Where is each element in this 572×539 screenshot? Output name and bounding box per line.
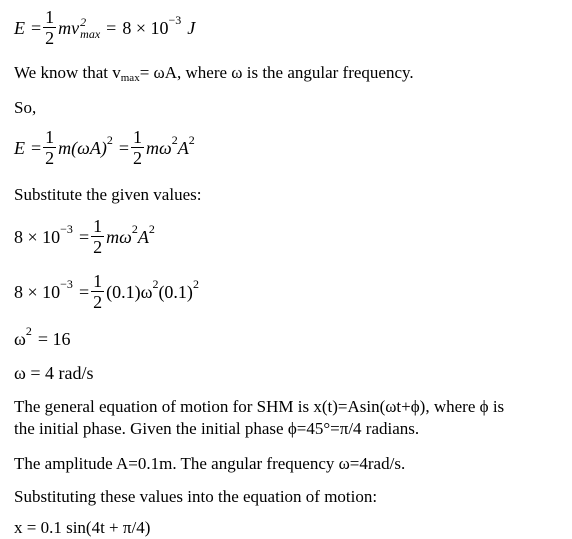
general-equation-text-2: the initial phase. Given the initial phase ϕ=45°=π/4 radians.	[14, 419, 420, 438]
vmax-post: = ωA, where ω is the angular frequency.	[139, 63, 414, 82]
vmax-pre: We know that v	[14, 63, 121, 82]
eq2-denominator-2: 2	[133, 148, 143, 168]
eq4-exp: −3	[60, 276, 73, 291]
eq5-lhs: ω	[14, 329, 26, 349]
eq5-sup: 2	[25, 324, 32, 338]
eq3-exp: −3	[60, 221, 73, 236]
eq2-numerator-1: 1	[45, 127, 55, 147]
eq5-rhs: = 16	[37, 329, 71, 349]
substitute-text: Substitute the given values:	[14, 185, 202, 204]
eq1-numerator: 1	[45, 7, 55, 27]
eq2-fraction-2	[131, 128, 144, 167]
eq2-equals-2: =	[118, 137, 130, 158]
eq1-unit: J	[187, 17, 196, 38]
eq4-term-1: (0.1)ω	[106, 281, 153, 302]
eq2-term-2: mω	[146, 137, 172, 158]
eq3-lhs: 8 × 10	[14, 226, 61, 247]
eq2-term-3: A	[177, 137, 189, 158]
eq3-numerator: 1	[93, 216, 103, 236]
eq4-fraction	[91, 272, 104, 311]
eq1-fraction	[43, 8, 56, 47]
eq4-numerator: 1	[93, 271, 103, 291]
eq1-denominator: 2	[45, 28, 55, 48]
eq4-equals: =	[78, 281, 90, 302]
eq3-sup-1: 2	[131, 221, 138, 236]
eq1-equals: =	[31, 17, 42, 38]
substituting-text: Substituting these values into the equation of motion:	[14, 487, 378, 506]
so-text: So,	[14, 98, 37, 117]
eq1-sub: max	[80, 26, 101, 41]
eq4-lhs: 8 × 10	[14, 281, 61, 302]
final-equation: x = 0.1 sin(4t + π/4)	[14, 518, 151, 537]
eq2-term-1: m(ωA)	[58, 137, 107, 158]
eq2-sup-2: 2	[171, 132, 178, 147]
eq1-equals-2: =	[106, 17, 117, 38]
vmax-sub: max	[120, 72, 140, 84]
vmax-statement	[14, 63, 414, 84]
energy-omega-equation	[14, 128, 195, 167]
eq4-denominator: 2	[93, 292, 103, 312]
eq1-exp: −3	[168, 12, 182, 27]
eq1-rhs: 8 × 10	[122, 17, 169, 38]
eq1-lhs: E	[14, 17, 25, 38]
eq3-term-1: mω	[106, 226, 132, 247]
omega-squared-equation	[14, 324, 71, 349]
eq1-supsub	[80, 16, 100, 40]
eq3-denominator: 2	[93, 237, 103, 257]
general-equation-text-1: The general equation of motion for SHM is x(t)=Asin(ωt+ϕ), where ϕ is	[14, 397, 505, 416]
eq3-fraction	[91, 217, 104, 256]
eq3-term-2: A	[137, 226, 149, 247]
eq2-equals: =	[31, 137, 42, 158]
eq3-sup-2: 2	[148, 221, 155, 236]
eq2-denominator-1: 2	[45, 148, 55, 168]
omega-result: ω = 4 rad/s	[14, 363, 94, 383]
eq2-sup-1: 2	[106, 132, 113, 147]
eq3-equals: =	[78, 226, 90, 247]
eq2-fraction-1	[43, 128, 56, 167]
energy-equation	[14, 8, 195, 47]
eq1-mv: mv	[58, 17, 80, 38]
substituted-equation-2	[14, 272, 199, 311]
eq4-sup-1: 2	[152, 276, 159, 291]
eq1-sup: 2	[80, 14, 87, 29]
eq2-numerator-2: 1	[133, 127, 143, 147]
eq4-sup-2: 2	[192, 276, 199, 291]
eq2-lhs: E	[14, 137, 25, 158]
eq2-sup-3: 2	[188, 132, 195, 147]
eq4-term-2: (0.1)	[158, 281, 193, 302]
substituted-equation-1	[14, 217, 155, 256]
amplitude-text: The amplitude A=0.1m. The angular frequency ω=4rad/s.	[14, 454, 406, 473]
